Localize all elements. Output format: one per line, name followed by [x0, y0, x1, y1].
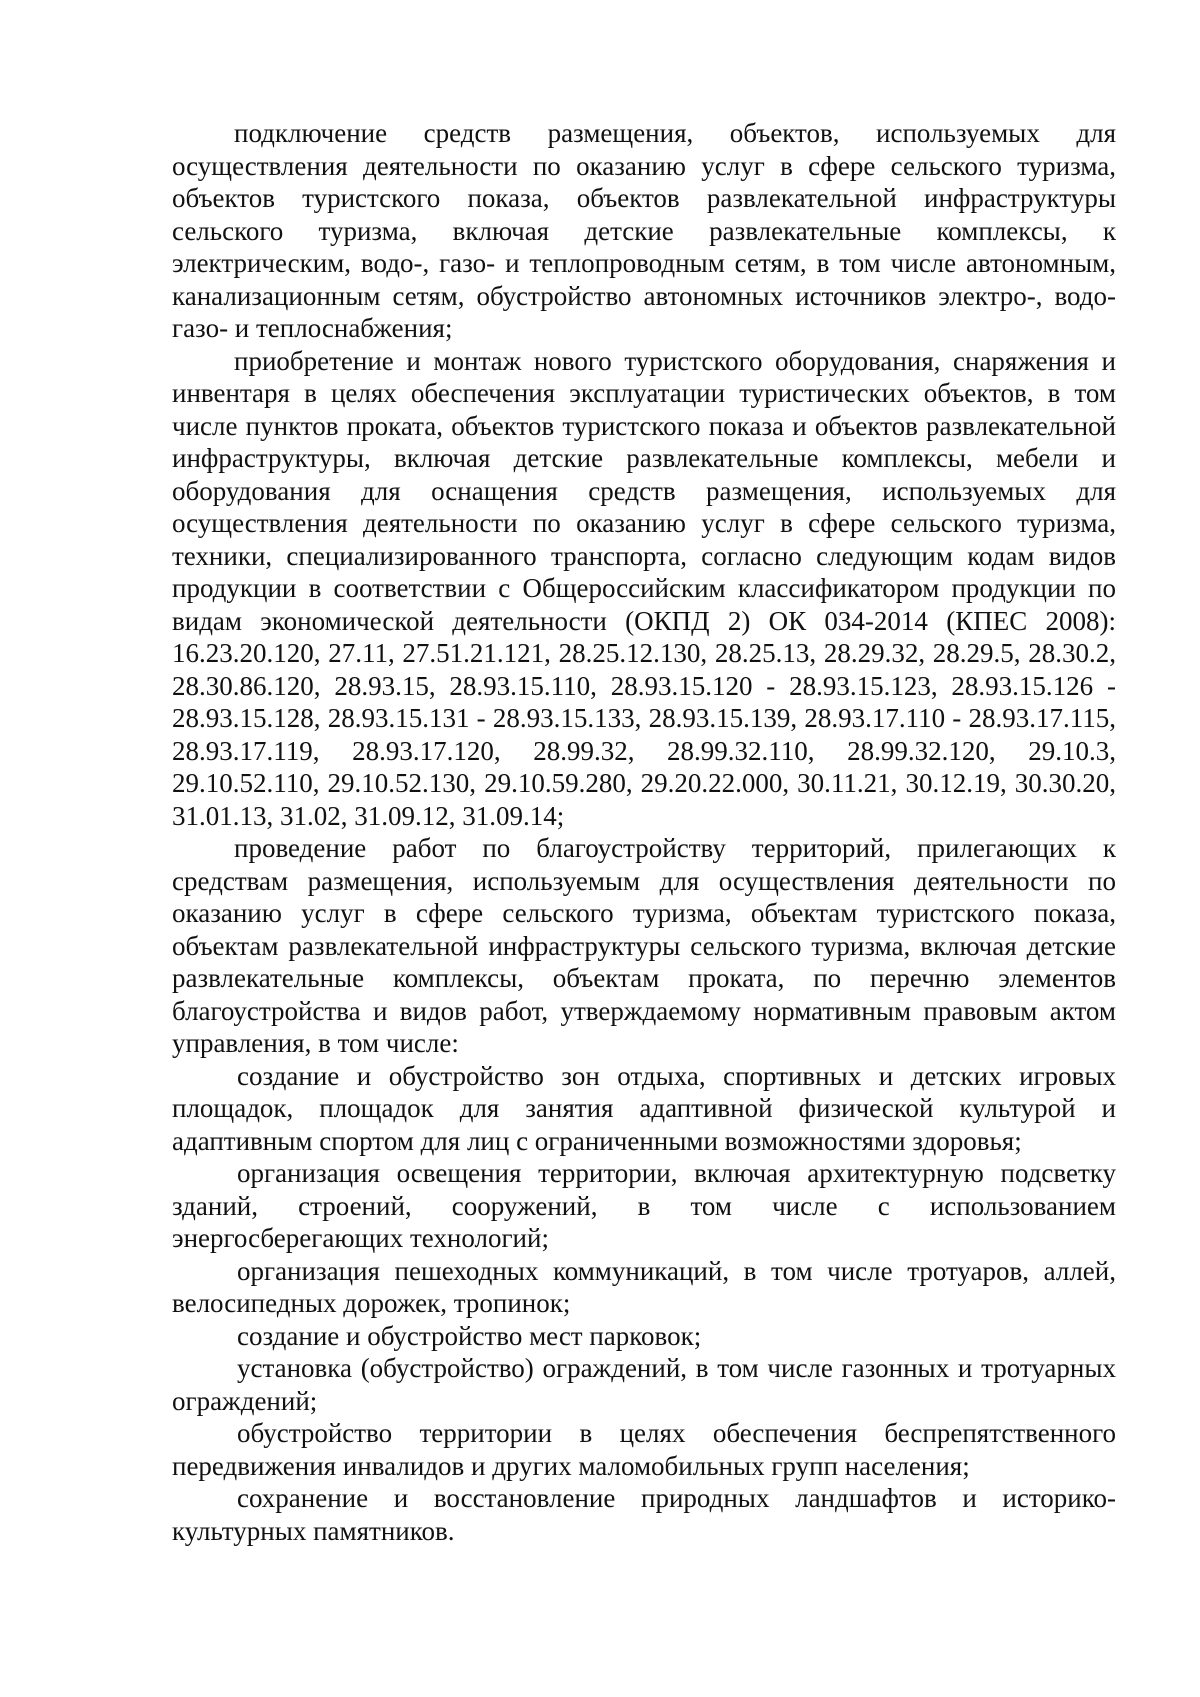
paragraph-pedestrian-communications: организация пешеходных коммуникаций, в том числе тротуаров, аллей, велосипедных дорожек, тропинок; — [172, 1255, 1116, 1318]
paragraph-recreation-zones: создание и обустройство зон отдыха, спортивных и детских игровых площадок, площадок для занятия адаптивной физической культурой и адаптивным спортом для лиц с ограниченными возможностями здоровья; — [172, 1060, 1116, 1156]
paragraph-parking: создание и обустройство мест парковок; — [237, 1320, 702, 1351]
paragraph-utilities-connection: подключение средств размещения, объектов, используемых для осуществления деятельности по оказанию услуг в сфере сельского туризма, объектов туристского показа, объектов развлекательной инфраструктуры сельского туризма, включая детские развлекательные комплексы, к электрическим, водо-, газо- и теплопроводным сетям, в том числе автономным, канализационным сетям, обустройство автономных источников электро-, водо- газо- и теплоснабжения; — [172, 118, 1116, 343]
paragraph-equipment-purchase: приобретение и монтаж нового туристского оборудования, снаряжения и инвентаря в целях обеспечения эксплуатации туристических объектов, в том числе пунктов проката, объектов туристского показа и объектов развлекательной инфраструктуры, включая детские развлекательные комплексы, мебели и оборудования для оснащения средств размещения, используемых для осуществления деятельности по оказанию услуг в сфере сельского туризма, техники, специализированного транспорта, согласно следующим кодам видов продукции в соответствии с Общероссийским классификатором продукции по видам экономической деятельности (ОКПД 2) ОК 034-2014 (КПЕС 2008): 16.23.20.120, 27.11, 27.51.21.121, 28.25.12.130, 28.25.13, 28.29.32, 28.29.5, 28.30.2, 28.30.86.120, 28.93.15, 28.93.15.110, 28.93.15.120 - 28.93.15.123, 28.93.15.126 - 28.93.15.128, 28.93.15.131 - 28.93.15.133, 28.93.15.139, 28.93.17.110 - 28.93.17.115, 28.93.17.119, 28.93.17.120, 28.99.32, 28.99.32.110, 28.99.32.120, 29.10.3, 29.10.52.110, 29.10.52.130, 29.10.59.280, 29.20.22.000, 30.11.21, 30.12.19, 30.30.20, 31.01.13, 31.02, 31.09.12, 31.09.14; — [172, 345, 1116, 831]
document-body — [172, 117, 1116, 1547]
paragraph-landscape-preservation: сохранение и восстановление природных ландшафтов и историко-культурных памятников. — [172, 1483, 1116, 1546]
paragraph-fencing: установка (обустройство) ограждений, в том числе газонных и тротуарных ограждений; — [172, 1353, 1116, 1416]
paragraph-landscaping-works: проведение работ по благоустройству территорий, прилегающих к средствам размещения, используемым для осуществления деятельности по оказанию услуг в сфере сельского туризма, объектам туристского показа, объектам развлекательной инфраструктуры сельского туризма, включая детские развлекательные комплексы, объектам проката, по перечню элементов благоустройства и видов работ, утверждаемому нормативным правовым актом управления, в том числе: — [172, 833, 1116, 1058]
paragraph-accessibility: обустройство территории в целях обеспечения беспрепятственного передвижения инвалидов и других маломобильных групп населения; — [172, 1418, 1116, 1481]
paragraph-lighting: организация освещения территории, включая архитектурную подсветку зданий, строений, сооружений, в том числе с использованием энергосберегающих технологий; — [172, 1158, 1116, 1253]
